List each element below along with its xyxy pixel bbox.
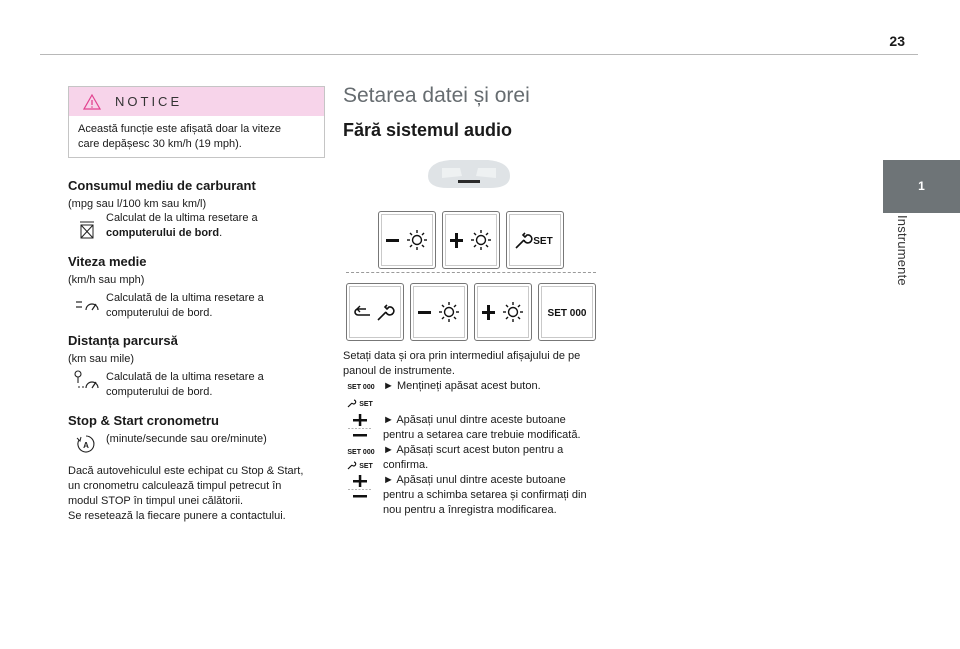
brightness-plus-button[interactable] [442, 211, 500, 269]
consum-desc-end: . [219, 227, 223, 239]
header-rule [40, 54, 918, 55]
wrench-icon [512, 229, 558, 251]
notice-header [69, 87, 324, 116]
distanta-heading: Distanța parcursă [68, 333, 178, 348]
step-2-line: ► Apăsați unul dintre aceste butoane [383, 414, 566, 426]
set-small-label: SET [359, 463, 373, 470]
wrench-set-small-icon-2 [346, 460, 376, 470]
wrench-set-small-icon [346, 398, 376, 408]
stop-start-line: Dacă autovehiculul este echipat cu Stop & Start, [68, 465, 304, 477]
set-000-small-label: SET 000 [347, 384, 375, 391]
stop-start-line: Se resetează la fiecare punere a contactului. [68, 510, 286, 522]
consum-desc [106, 211, 258, 241]
wrench-set-button[interactable] [506, 211, 564, 269]
section-title: Setarea datei și orei [343, 84, 530, 107]
back-arrow-wrench-icon [352, 301, 398, 323]
step-3 [383, 443, 563, 473]
set-button-label: SET [533, 236, 553, 247]
distanta-desc-line: Calculată de la ultima resetare a [106, 371, 264, 383]
distanta-unit: (km sau mile) [68, 353, 135, 365]
intro-line: Setați data și ora prin intermediul afișajului de pe [343, 350, 581, 362]
step-4 [383, 473, 587, 518]
step-3-line: ► Apăsați scurt acest buton pentru a [383, 444, 564, 456]
notice-text [69, 116, 324, 152]
set-000-small-label: SET 000 [347, 449, 375, 456]
viteza-heading: Viteza medie [68, 254, 147, 269]
brightness-minus-button[interactable] [378, 211, 436, 269]
viteza-desc-line: computerului de bord. [106, 307, 213, 319]
dashed-divider [346, 272, 596, 273]
step-4-line: ► Apăsați unul dintre aceste butoane [383, 474, 566, 486]
chapter-label: Instrumente [895, 215, 910, 286]
fuel-pump-icon [80, 221, 94, 239]
chapter-label-box [887, 215, 917, 315]
viteza-desc-line: Calculată de la ultima resetare a [106, 292, 264, 304]
stop-start-unit: (minute/secunde sau ore/minute) [106, 433, 267, 445]
consum-unit: (mpg sau l/100 km sau km/l) [68, 198, 207, 210]
chapter-tab[interactable] [883, 160, 960, 212]
steering-wheel-illustration [420, 156, 518, 196]
intro-line: panoul de instrumente. [343, 365, 455, 377]
set-000-small-icon-2 [346, 446, 376, 456]
distanta-desc [106, 370, 264, 400]
minus-sun-icon [416, 301, 462, 323]
minus-sun-icon [384, 229, 430, 251]
step-3-line: confirma. [383, 459, 429, 471]
step-4-line: pentru a schimba setarea și confirmați din [383, 489, 587, 501]
step-2-line: pentru a setarea care trebuie modificată. [383, 429, 581, 441]
intro-text [343, 349, 580, 379]
plus-sun-icon [480, 301, 526, 323]
notice-box [68, 86, 325, 158]
notice-text-line: care depășesc 30 km/h (19 mph). [78, 138, 242, 150]
step-2 [383, 413, 581, 443]
svg-text:A: A [83, 441, 89, 450]
back-wrench-button[interactable] [346, 283, 404, 341]
distance-icon [72, 369, 102, 391]
warning-icon [83, 94, 101, 110]
set-000-small-icon [346, 381, 376, 391]
stop-start-heading: Stop & Start cronometru [68, 413, 219, 428]
viteza-desc [106, 291, 264, 321]
step-4-line: nou pentru a înregistra modificarea. [383, 504, 557, 516]
stop-start-paragraph [68, 464, 303, 524]
plus-minus-small-icon [348, 414, 372, 440]
distanta-desc-line: computerului de bord. [106, 386, 213, 398]
consum-heading: Consumul mediu de carburant [68, 178, 256, 193]
consum-desc-bold: computerului de bord [106, 227, 220, 239]
chapter-number: 1 [918, 179, 925, 193]
set-small-label: SET [359, 401, 373, 408]
page-number: 23 [889, 33, 905, 49]
viteza-unit: (km/h sau mph) [68, 274, 145, 286]
speed-icon [74, 297, 102, 313]
stop-start-line: modul STOP în timpul unei călătorii. [68, 495, 244, 507]
consum-desc-line: Calculat de la ultima resetare a [106, 212, 258, 224]
chapter-tab-rule [883, 212, 960, 213]
brightness-minus-button-2[interactable] [410, 283, 468, 341]
notice-title: NOTICE [115, 94, 183, 109]
brightness-plus-button-2[interactable] [474, 283, 532, 341]
stop-start-icon [76, 434, 96, 454]
step-1: ► Mențineți apăsat acest buton. [383, 380, 541, 392]
plus-minus-small-icon-2 [348, 475, 372, 501]
notice-text-line: Această funcție este afișată doar la viteze [78, 123, 282, 135]
section-subtitle: Fără sistemul audio [343, 120, 513, 140]
set-000-icon [544, 301, 590, 323]
plus-sun-icon [448, 229, 494, 251]
set-000-button[interactable] [538, 283, 596, 341]
stop-start-line: un cronometru calculează timpul petrecut în [68, 480, 282, 492]
set-000-label: SET 000 [547, 308, 587, 319]
